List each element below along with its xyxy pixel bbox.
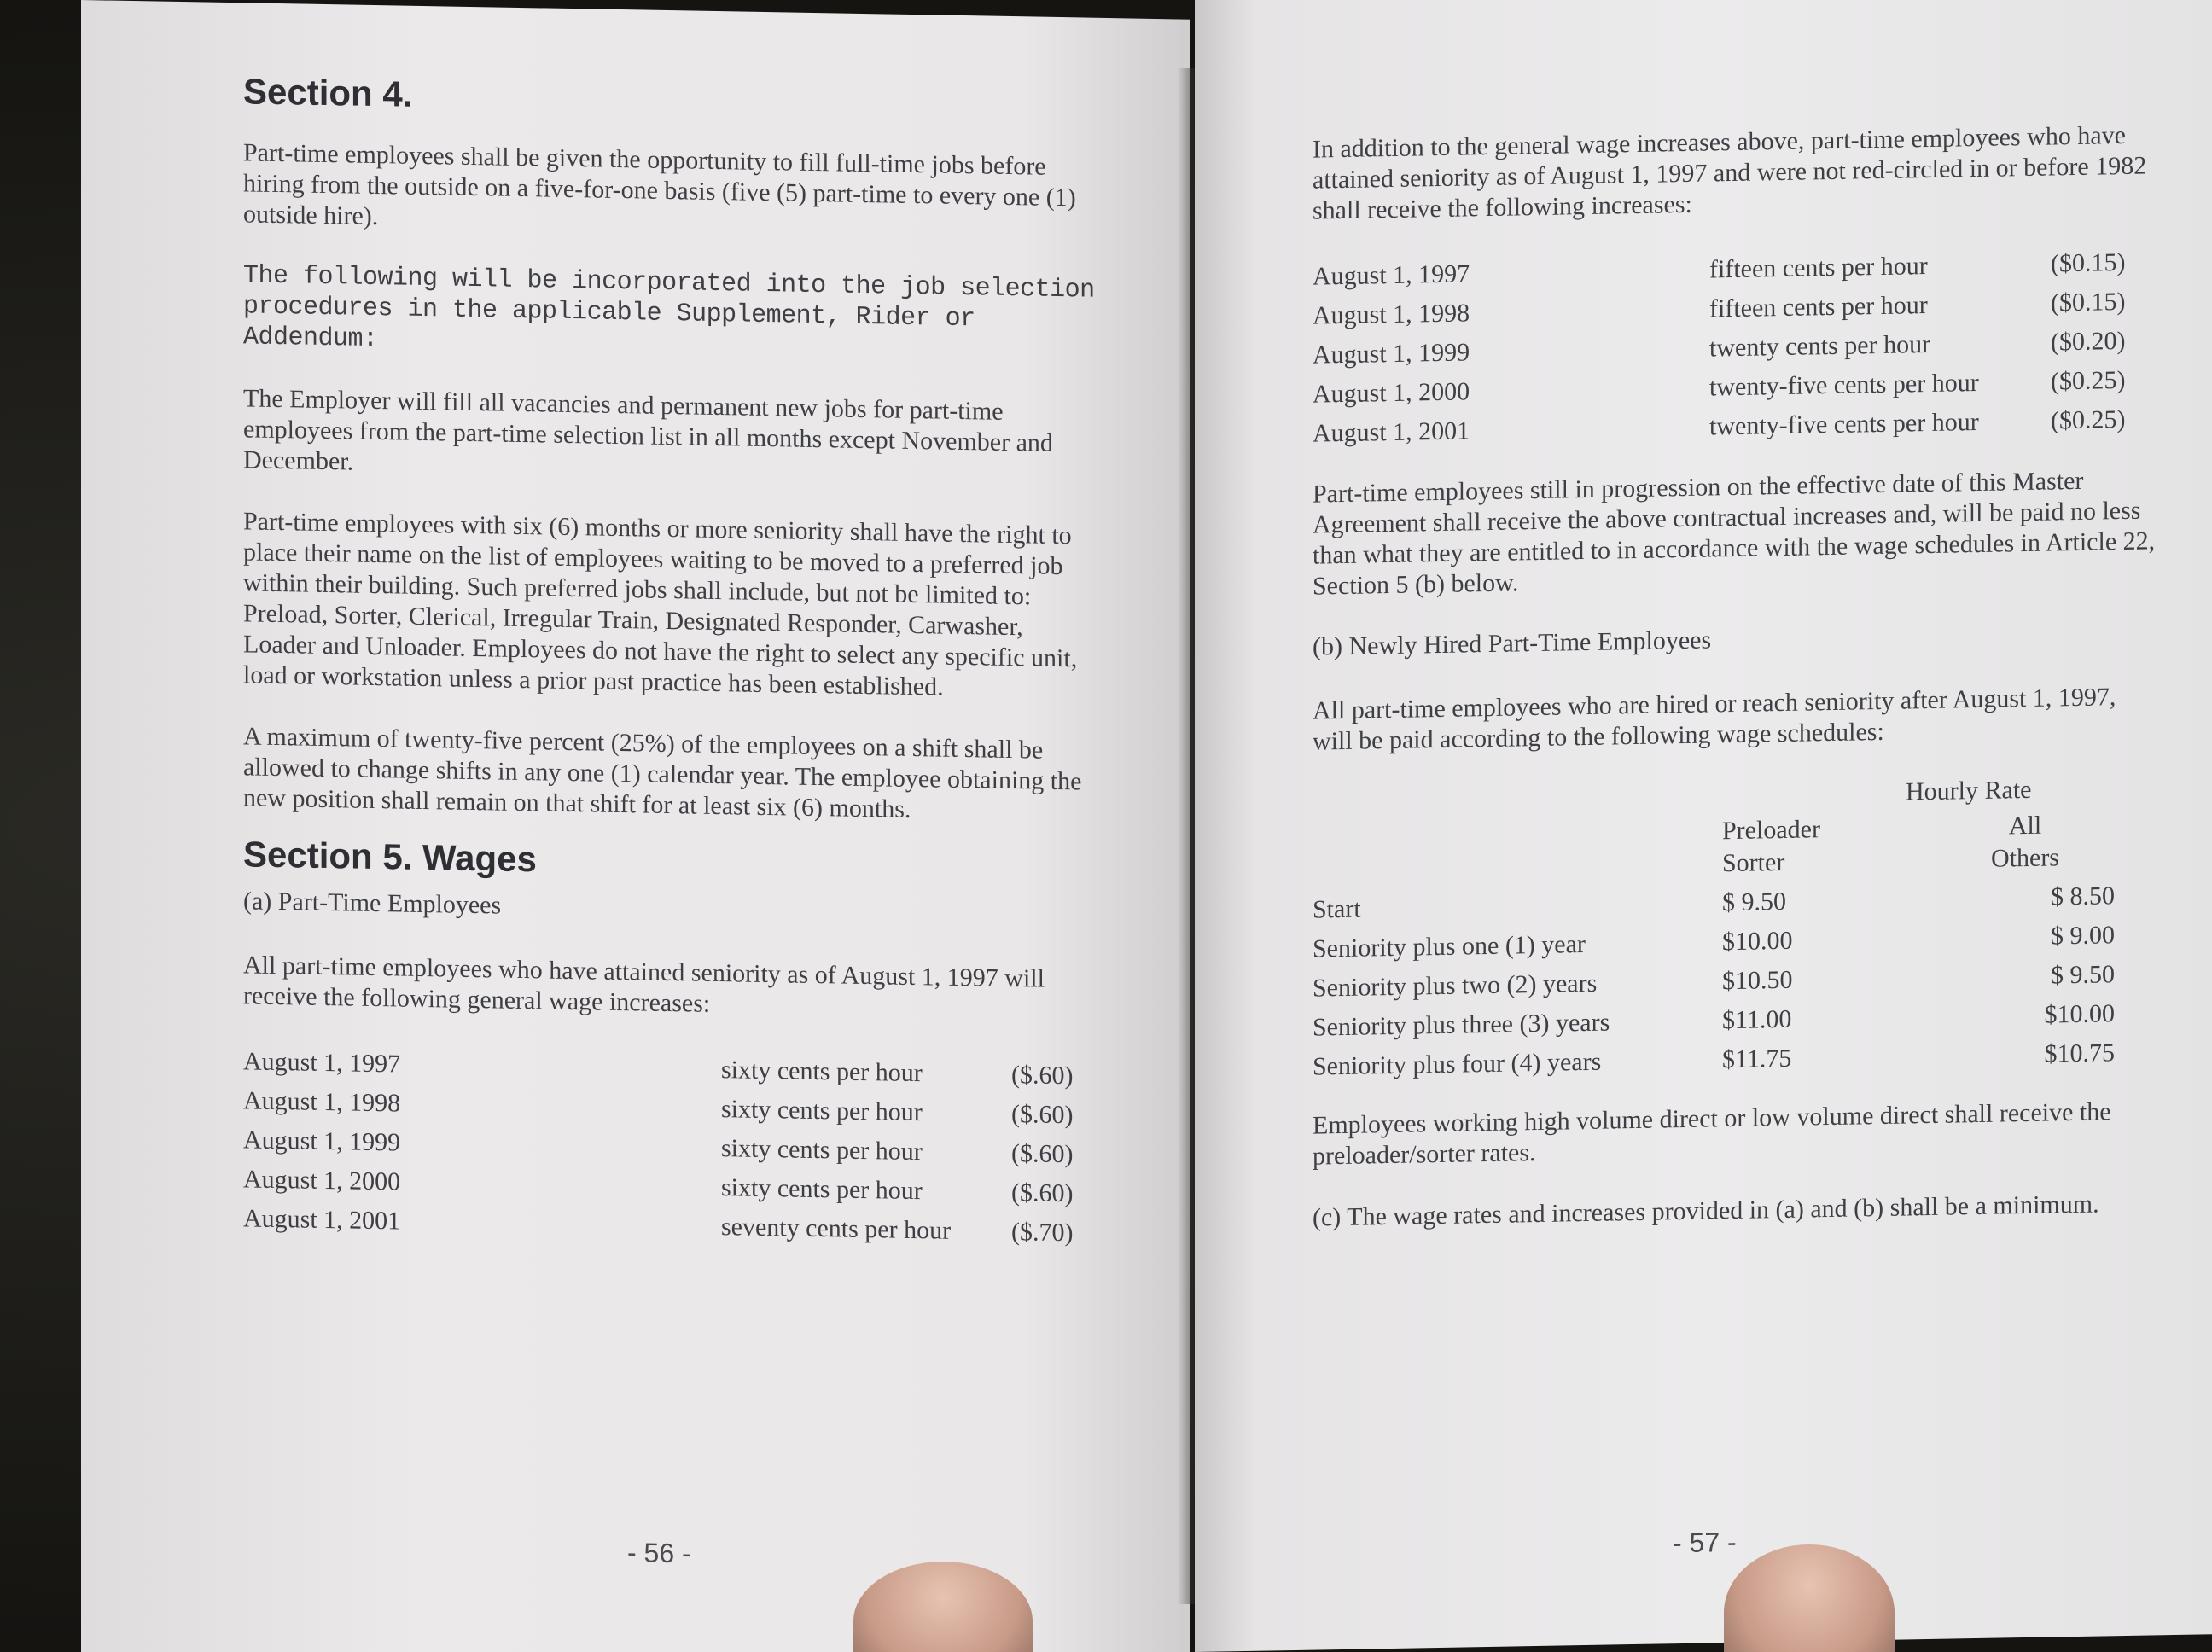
seniority-step-label: Seniority plus one (1) year <box>1313 930 1586 963</box>
wage-date: August 1, 2000 <box>1313 377 1470 409</box>
schedule-header <box>1313 773 2157 890</box>
wage-date: August 1, 2000 <box>243 1165 401 1196</box>
wage-date: August 1, 1998 <box>243 1086 401 1118</box>
wage-description: twenty-five cents per hour <box>1709 407 1979 441</box>
wage-date: August 1, 1999 <box>243 1126 401 1157</box>
preloader-rate: $10.50 <box>1722 965 1793 996</box>
subsection-a-title: (a) Part-Time Employees <box>243 887 502 920</box>
column-header-line: Others <box>1991 843 2059 873</box>
section-4-heading: Section 4. <box>243 71 413 114</box>
all-others-rate: $10.75 <box>2044 1038 2115 1068</box>
page-number: - 56 - <box>627 1537 691 1569</box>
paragraph: Part-time employees with six (6) months or more seniority shall have the right to place their name on the list of employees waiting to be moved to a preferred job within their building. Such preferred jobs shall include, but not be limited to: Preload, Sorter, Clerical, Irregular Train, Designated Responder, Carwasher, Loader and Unloader. Employees do not have the right to select any specific unit, load or workstation unless a prior past practice has been established. <box>243 507 1078 701</box>
column-header-line: Preloader <box>1722 815 1820 846</box>
paragraph: In addition to the general wage increases above, part-time employees who have attained seniority as of August 1, 1997 and were not red-circled in or before 1982 shall receive the following increases: <box>1313 120 2147 225</box>
wage-date: August 1, 1998 <box>1313 299 1470 330</box>
additional-increase-list <box>1313 243 2126 453</box>
preloader-rate: $11.75 <box>1722 1044 1792 1074</box>
wage-amount: ($.70) <box>1011 1218 1074 1248</box>
all-others-rate: $ 8.50 <box>2051 881 2115 911</box>
wage-date: August 1, 2001 <box>1313 416 1470 448</box>
wage-description: sixty cents per hour <box>721 1056 923 1088</box>
wage-description: fifteen cents per hour <box>1709 291 1928 323</box>
wage-description: sixty cents per hour <box>721 1134 923 1166</box>
column-header-line: Sorter <box>1722 847 1785 878</box>
wage-description: sixty cents per hour <box>721 1095 923 1127</box>
subsection-b-title: (b) Newly Hired Part-Time Employees <box>1313 625 1712 661</box>
paragraph: (c) The wage rates and increases provided in (a) and (b) shall be a minimum. <box>1313 1190 2099 1232</box>
paragraph: All part-time employees who are hired or reach seniority after August 1, 1997, will be paid according to the following wage schedules: <box>1313 683 2116 756</box>
page-number: - 57 - <box>1673 1526 1737 1559</box>
wage-date: August 1, 1997 <box>1313 259 1470 291</box>
seniority-step-label: Seniority plus two (2) years <box>1313 969 1598 1003</box>
wage-schedule-table <box>1313 773 2157 1086</box>
wage-amount: ($.60) <box>1011 1178 1074 1208</box>
wage-amount: ($0.20) <box>2051 326 2126 357</box>
wage-description: twenty-five cents per hour <box>1709 368 1979 402</box>
wage-description: seventy cents per hour <box>721 1213 952 1245</box>
wage-date: August 1, 1997 <box>243 1047 401 1079</box>
schedule-rows <box>1313 875 2157 1086</box>
preloader-rate: $ 9.50 <box>1722 887 1786 917</box>
seniority-step-label: Seniority plus three (3) years <box>1313 1008 1610 1042</box>
wage-amount: ($.60) <box>1011 1139 1074 1169</box>
paragraph: All part-time employees who have attained seniority as of August 1, 1997 will receive the following general wage increases: <box>243 951 1045 1018</box>
wage-description: twenty cents per hour <box>1709 329 1931 363</box>
preloader-rate: $10.00 <box>1722 926 1793 957</box>
wage-amount: ($0.15) <box>2051 247 2126 278</box>
paragraph: The following will be incorporated into the job selection procedures in the applicable Supplement, Rider or Addendum: <box>243 261 1095 355</box>
seniority-step-label: Start <box>1313 894 1361 924</box>
wage-amount: ($0.15) <box>2051 287 2126 317</box>
left-page <box>81 0 1190 1652</box>
wage-increase-list <box>243 1042 1074 1252</box>
paragraph: Part-time employees still in progression on the effective date of this Master Agreement shall receive the above contractual increases and, will be paid no less than what they are entitled to in accordance with the wage schedules in Article 22, Section 5 (b) below. <box>1313 466 2156 601</box>
preloader-sorter-header <box>1722 813 1820 880</box>
paragraph: The Employer will fill all vacancies and permanent new jobs for part-time employees from the part-time selection list in all months except November and December. <box>243 384 1053 476</box>
wage-amount: ($.60) <box>1011 1061 1074 1091</box>
seniority-step-label: Seniority plus four (4) years <box>1313 1047 1602 1081</box>
right-page <box>1195 0 2212 1652</box>
preloader-rate: $11.00 <box>1722 1004 1792 1035</box>
wage-amount: ($0.25) <box>2051 365 2126 396</box>
all-others-rate: $ 9.50 <box>2051 960 2115 990</box>
column-header-line: All <box>2008 811 2042 841</box>
wage-description: sixty cents per hour <box>721 1173 923 1206</box>
all-others-header <box>1991 809 2059 875</box>
wage-date: August 1, 2001 <box>243 1204 401 1236</box>
wage-description: fifteen cents per hour <box>1709 252 1928 284</box>
paragraph: Part-time employees shall be given the opportunity to fill full-time jobs before hiring from the outside on a five-for-one basis (five (5) part-time to every one (1) outside hire). <box>243 138 1076 231</box>
wage-amount: ($.60) <box>1011 1100 1074 1130</box>
paragraph: A maximum of twenty-five percent (25%) of the employees on a shift shall be allowed to change shifts in any one (1) calendar year. The employee obtaining the new position shall remain on that shift for at least six (6) months. <box>243 722 1082 823</box>
hourly-rate-label: Hourly Rate <box>1906 775 2032 806</box>
paragraph: Employees working high volume direct or low volume direct shall receive the preloader/sorter rates. <box>1313 1097 2111 1171</box>
all-others-rate: $ 9.00 <box>2051 921 2115 951</box>
wage-date: August 1, 1999 <box>1313 338 1470 369</box>
section-5-heading: Section 5. Wages <box>243 834 537 880</box>
all-others-rate: $10.00 <box>2044 999 2115 1029</box>
wage-amount: ($0.25) <box>2051 404 2126 435</box>
